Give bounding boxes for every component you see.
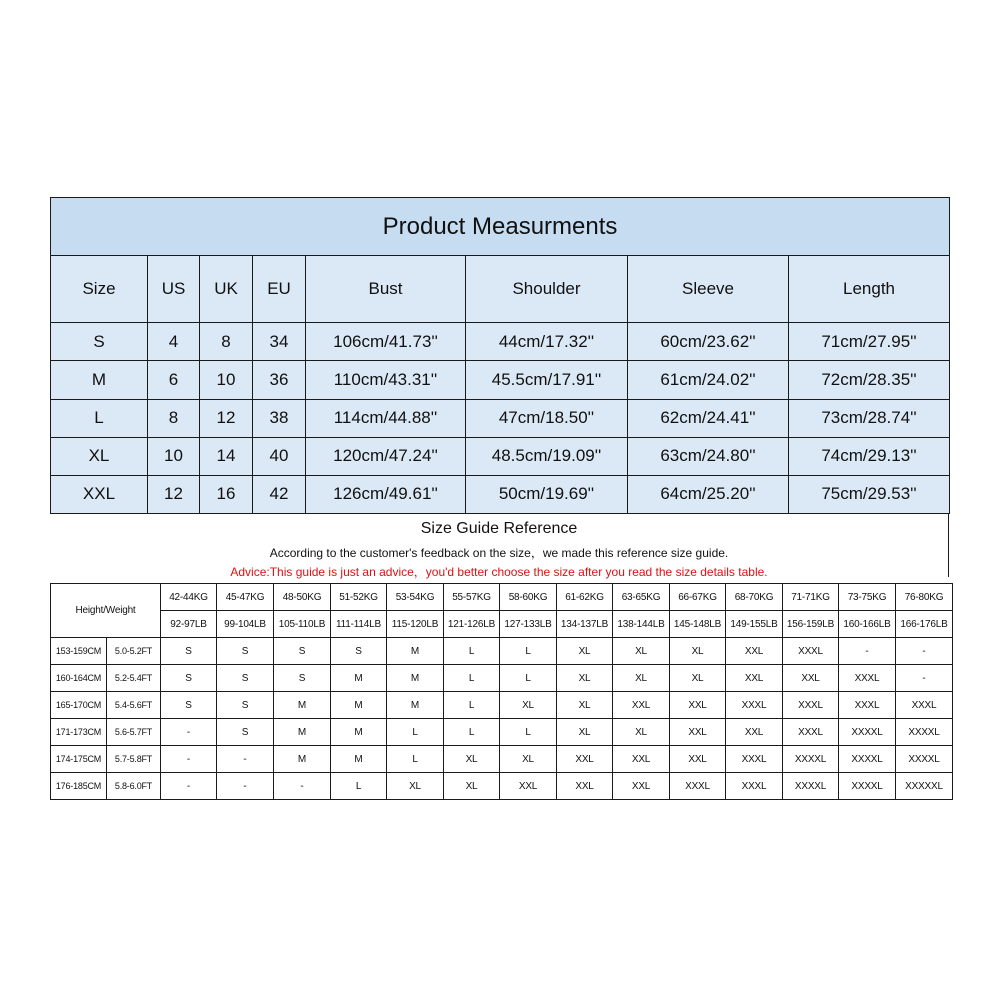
size-cell: XXL	[613, 773, 670, 800]
size-cell: L	[387, 746, 444, 773]
size-cell: XXL	[726, 638, 783, 665]
size-cell: XXXL	[839, 665, 896, 692]
size-cell: XXXXL	[839, 773, 896, 800]
size-cell: L	[387, 719, 444, 746]
measurements-row	[51, 475, 950, 513]
size-cell: S	[217, 692, 274, 719]
table-cell: 6	[148, 361, 200, 399]
size-cell: L	[444, 665, 500, 692]
size-cell: S	[274, 665, 331, 692]
height-cm-cell: 176-185CM	[51, 773, 107, 800]
size-cell: XL	[670, 638, 726, 665]
table-cell: 34	[253, 323, 306, 361]
guide-row	[51, 665, 953, 692]
weight-kg-cell: 61-62KG	[557, 584, 613, 611]
size-cell: L	[500, 638, 557, 665]
size-cell: XL	[444, 773, 500, 800]
size-cell: L	[444, 692, 500, 719]
size-cell: -	[217, 773, 274, 800]
table-cell: 12	[200, 399, 253, 437]
guide-weight-lb-row	[51, 611, 953, 638]
height-ft-cell: 5.8-6.0FT	[107, 773, 161, 800]
table-cell: 61cm/24.02''	[628, 361, 789, 399]
weight-lb-cell: 134-137LB	[557, 611, 613, 638]
size-cell: -	[274, 773, 331, 800]
table-cell: 44cm/17.32''	[466, 323, 628, 361]
size-cell: XXXL	[783, 638, 839, 665]
size-cell: XXL	[783, 665, 839, 692]
size-guide-header	[50, 514, 949, 577]
weight-lb-cell: 160-166LB	[839, 611, 896, 638]
table-cell: S	[51, 323, 148, 361]
size-cell: M	[387, 692, 444, 719]
size-cell: XXL	[500, 773, 557, 800]
weight-kg-cell: 51-52KG	[331, 584, 387, 611]
size-cell: XXL	[726, 719, 783, 746]
size-guide-note: According to the customer's feedback on the size，we made this reference size guide.	[269, 546, 729, 560]
size-cell: -	[161, 773, 217, 800]
size-cell: XL	[500, 746, 557, 773]
size-cell: S	[217, 638, 274, 665]
measurements-header-row	[51, 256, 950, 323]
header-cell: Bust	[306, 256, 466, 323]
header-cell: Size	[51, 256, 148, 323]
size-cell: L	[500, 665, 557, 692]
size-cell: XXXL	[726, 692, 783, 719]
size-cell: M	[274, 692, 331, 719]
weight-kg-cell: 58-60KG	[500, 584, 557, 611]
size-cell: XXL	[670, 746, 726, 773]
header-cell: Sleeve	[628, 256, 789, 323]
table-cell: 42	[253, 475, 306, 513]
weight-kg-cell: 45-47KG	[217, 584, 274, 611]
table-cell: 14	[200, 437, 253, 475]
size-guide-advice: Advice:This guide is just an advice，you'd better choose the size after you read the size details table.	[230, 565, 768, 579]
size-cell: S	[217, 665, 274, 692]
table-cell: 36	[253, 361, 306, 399]
size-cell: XL	[613, 638, 670, 665]
size-cell: XXL	[613, 692, 670, 719]
guide-row	[51, 692, 953, 719]
size-cell: M	[387, 665, 444, 692]
table-cell: 47cm/18.50''	[466, 399, 628, 437]
measurements-row	[51, 323, 950, 361]
table-cell: 10	[148, 437, 200, 475]
weight-kg-cell: 53-54KG	[387, 584, 444, 611]
table-cell: 48.5cm/19.09''	[466, 437, 628, 475]
header-cell: UK	[200, 256, 253, 323]
table-cell: 38	[253, 399, 306, 437]
table-cell: 64cm/25.20''	[628, 475, 789, 513]
measurements-row	[51, 399, 950, 437]
size-cell: XXXL	[839, 692, 896, 719]
weight-lb-cell: 99-104LB	[217, 611, 274, 638]
weight-kg-cell: 42-44KG	[161, 584, 217, 611]
weight-kg-cell: 66-67KG	[670, 584, 726, 611]
table-cell: 120cm/47.24''	[306, 437, 466, 475]
table-cell: 71cm/27.95''	[789, 323, 950, 361]
weight-lb-cell: 166-176LB	[896, 611, 953, 638]
product-measurements-table	[50, 197, 950, 514]
size-cell: XXL	[726, 665, 783, 692]
size-cell: XXL	[670, 719, 726, 746]
size-cell: XXL	[670, 692, 726, 719]
size-cell: M	[274, 746, 331, 773]
size-cell: L	[444, 719, 500, 746]
weight-lb-cell: 127-133LB	[500, 611, 557, 638]
size-cell: S	[274, 638, 331, 665]
weight-lb-cell: 149-155LB	[726, 611, 783, 638]
size-guide-title: Size Guide Reference	[420, 520, 578, 537]
size-cell: -	[896, 665, 953, 692]
weight-lb-cell: 145-148LB	[670, 611, 726, 638]
table-cell: 75cm/29.53''	[789, 475, 950, 513]
weight-kg-cell: 48-50KG	[274, 584, 331, 611]
size-cell: XL	[613, 665, 670, 692]
size-cell: XXXXL	[839, 746, 896, 773]
height-ft-cell: 5.7-5.8FT	[107, 746, 161, 773]
table-cell: 73cm/28.74''	[789, 399, 950, 437]
weight-kg-cell: 63-65KG	[613, 584, 670, 611]
table-cell: 126cm/49.61''	[306, 475, 466, 513]
table-cell: 40	[253, 437, 306, 475]
weight-lb-cell: 138-144LB	[613, 611, 670, 638]
size-cell: M	[331, 746, 387, 773]
height-cm-cell: 171-173CM	[51, 719, 107, 746]
size-cell: XXXXL	[839, 719, 896, 746]
weight-kg-cell: 73-75KG	[839, 584, 896, 611]
guide-row	[51, 719, 953, 746]
height-cm-cell: 174-175CM	[51, 746, 107, 773]
weight-lb-cell: 105-110LB	[274, 611, 331, 638]
size-cell: M	[331, 719, 387, 746]
size-cell: XXXXL	[896, 746, 953, 773]
height-cm-cell: 165-170CM	[51, 692, 107, 719]
height-ft-cell: 5.4-5.6FT	[107, 692, 161, 719]
table-cell: 74cm/29.13''	[789, 437, 950, 475]
size-cell: XL	[557, 692, 613, 719]
height-cm-cell: 160-164CM	[51, 665, 107, 692]
size-cell: XXXL	[896, 692, 953, 719]
size-cell: -	[217, 746, 274, 773]
size-cell: XXXL	[726, 773, 783, 800]
size-cell: L	[331, 773, 387, 800]
guide-weight-kg-row	[51, 584, 953, 611]
weight-lb-cell: 115-120LB	[387, 611, 444, 638]
size-guide-table	[50, 583, 953, 800]
table-cell: 114cm/44.88''	[306, 399, 466, 437]
weight-lb-cell: 156-159LB	[783, 611, 839, 638]
size-cell: XXL	[557, 746, 613, 773]
size-cell: XL	[557, 719, 613, 746]
header-cell: Shoulder	[466, 256, 628, 323]
table-cell: XL	[51, 437, 148, 475]
size-cell: L	[500, 719, 557, 746]
size-cell: XL	[613, 719, 670, 746]
size-cell: -	[161, 746, 217, 773]
size-cell: M	[331, 692, 387, 719]
size-cell: M	[331, 665, 387, 692]
size-cell: XL	[444, 746, 500, 773]
table-cell: 4	[148, 323, 200, 361]
table-cell: 8	[148, 399, 200, 437]
size-cell: S	[161, 692, 217, 719]
size-cell: S	[161, 638, 217, 665]
weight-lb-cell: 111-114LB	[331, 611, 387, 638]
size-cell: XXXL	[783, 719, 839, 746]
height-ft-cell: 5.0-5.2FT	[107, 638, 161, 665]
table-cell: 60cm/23.62''	[628, 323, 789, 361]
table-cell: XXL	[51, 475, 148, 513]
size-cell: -	[161, 719, 217, 746]
size-cell: XL	[500, 692, 557, 719]
size-cell: XXL	[613, 746, 670, 773]
table-cell: M	[51, 361, 148, 399]
size-cell: XXXXL	[783, 773, 839, 800]
guide-row	[51, 746, 953, 773]
measurements-row	[51, 437, 950, 475]
size-cell: -	[839, 638, 896, 665]
table-cell: 106cm/41.73''	[306, 323, 466, 361]
size-cell: XXXL	[783, 692, 839, 719]
size-cell: XXL	[557, 773, 613, 800]
size-cell: XL	[387, 773, 444, 800]
size-cell: XXXL	[726, 746, 783, 773]
weight-kg-cell: 55-57KG	[444, 584, 500, 611]
size-cell: XXXL	[670, 773, 726, 800]
table-cell: 63cm/24.80''	[628, 437, 789, 475]
measurements-row	[51, 361, 950, 399]
table-cell: 62cm/24.41''	[628, 399, 789, 437]
size-cell: M	[274, 719, 331, 746]
header-cell: US	[148, 256, 200, 323]
size-cell: S	[217, 719, 274, 746]
size-cell: XL	[557, 665, 613, 692]
table-cell: 45.5cm/17.91''	[466, 361, 628, 399]
table-cell: 50cm/19.69''	[466, 475, 628, 513]
size-cell: -	[896, 638, 953, 665]
table-cell: 110cm/43.31''	[306, 361, 466, 399]
guide-row	[51, 773, 953, 800]
table-cell: 16	[200, 475, 253, 513]
size-cell: XXXXL	[896, 719, 953, 746]
table-cell: 72cm/28.35''	[789, 361, 950, 399]
header-cell: EU	[253, 256, 306, 323]
table-cell: L	[51, 399, 148, 437]
size-cell: L	[444, 638, 500, 665]
height-weight-label: Height/Weight	[51, 584, 161, 638]
size-cell: XL	[670, 665, 726, 692]
size-cell: XXXXXL	[896, 773, 953, 800]
weight-kg-cell: 71-71KG	[783, 584, 839, 611]
table-cell: 12	[148, 475, 200, 513]
table-cell: 10	[200, 361, 253, 399]
weight-kg-cell: 68-70KG	[726, 584, 783, 611]
size-cell: S	[161, 665, 217, 692]
height-ft-cell: 5.6-5.7FT	[107, 719, 161, 746]
weight-lb-cell: 121-126LB	[444, 611, 500, 638]
height-cm-cell: 153-159CM	[51, 638, 107, 665]
weight-kg-cell: 76-80KG	[896, 584, 953, 611]
measurements-title: Product Measurments	[51, 198, 950, 256]
size-cell: S	[331, 638, 387, 665]
size-cell: XL	[557, 638, 613, 665]
height-ft-cell: 5.2-5.4FT	[107, 665, 161, 692]
table-cell: 8	[200, 323, 253, 361]
weight-lb-cell: 92-97LB	[161, 611, 217, 638]
size-cell: M	[387, 638, 444, 665]
size-cell: XXXXL	[783, 746, 839, 773]
header-cell: Length	[789, 256, 950, 323]
guide-row	[51, 638, 953, 665]
